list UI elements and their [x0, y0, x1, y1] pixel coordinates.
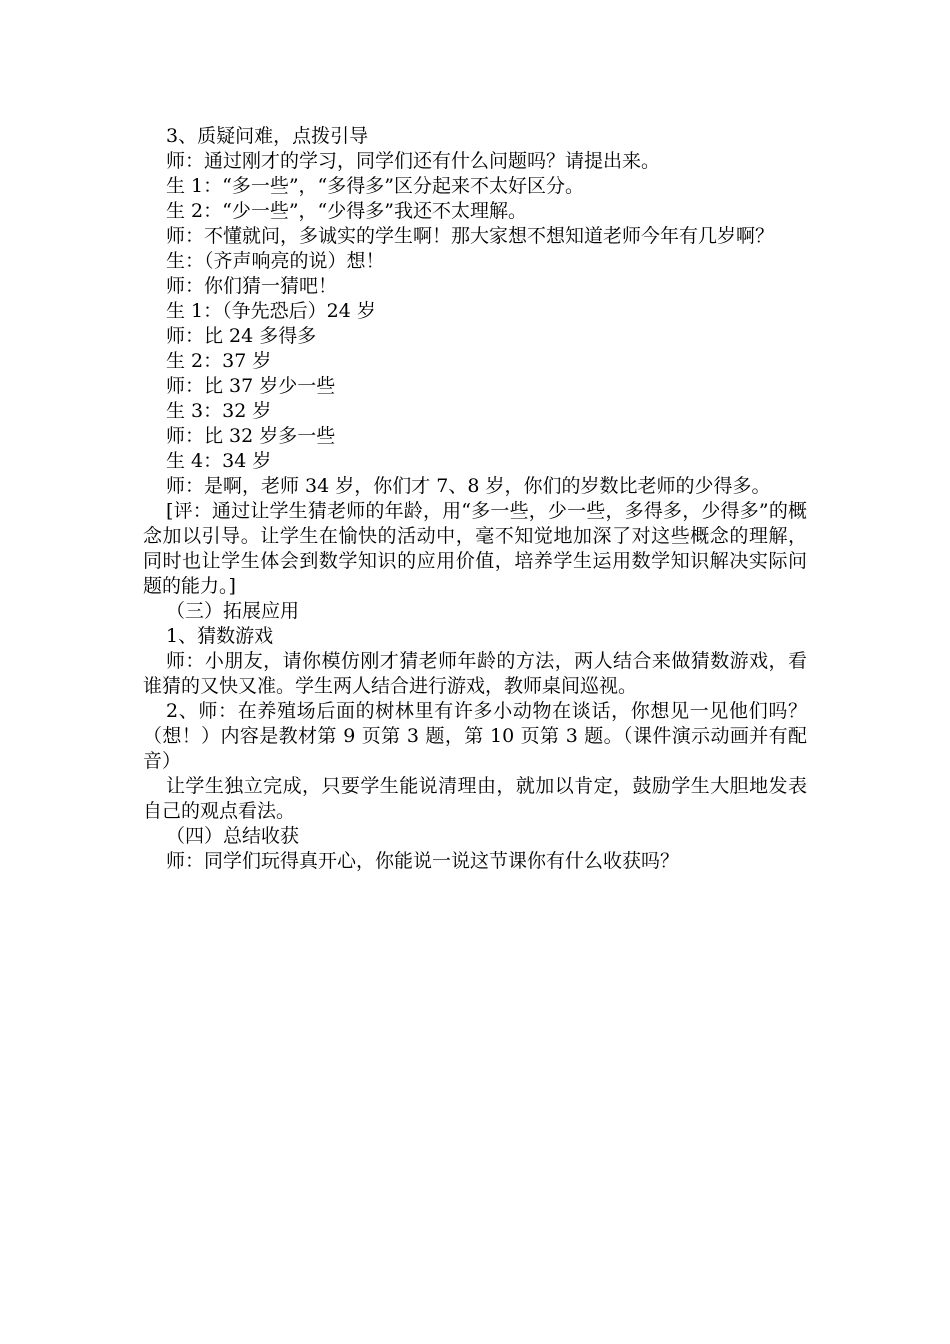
- dialogue-line: 师：不懂就问，多诚实的学生啊！那大家想不想知道老师今年有几岁啊？: [166, 225, 775, 247]
- dialogue-line: 师：比 24 多得多: [166, 325, 317, 347]
- dialogue-line: 生 2：“少一些”，“少得多”我还不太理解。: [166, 200, 527, 222]
- body-paragraph: 让学生独立完成，只要学生能说清理由，就加以肯定，鼓励学生大胆地发表自己的观点看法。: [143, 775, 807, 822]
- dialogue-line: 生 1：（争先恐后）24 岁: [166, 300, 376, 322]
- section-heading-summary: （四）总结收获: [166, 825, 300, 847]
- dialogue-line: 师：同学们玩得真开心，你能说一说这节课你有什么收获吗？: [166, 850, 680, 872]
- section-heading-extension: （三）拓展应用: [166, 600, 300, 622]
- dialogue-line: 生 2：37 岁: [166, 350, 272, 372]
- dialogue-line: 生 3：32 岁: [166, 400, 272, 422]
- heading-question-guide: 3、质疑问难，点拨引导: [166, 125, 369, 147]
- dialogue-line: 生：（齐声响亮的说）想！: [166, 250, 385, 272]
- dialogue-line: 2、师：在养殖场后面的树林里有许多小动物在谈话，你想见一见他们吗？（想！）内容是教材第 9 页第 3 题，第 10 页第 3 题。（课件演示动画并有配音）: [143, 700, 807, 772]
- commentary-paragraph: [评：通过让学生猜老师的年龄，用“多一些，少一些，多得多，少得多”的概念加以引导。让学生在愉快的活动中，毫不知觉地加深了对这些概念的理解，同时也让学生体会到数学知识的应用价值，培养学生运用数学知识解决实际问题的能力。]: [143, 500, 807, 597]
- dialogue-line: 师：通过刚才的学习，同学们还有什么问题吗？请提出来。: [166, 150, 661, 172]
- dialogue-line: 师：是啊，老师 34 岁，你们才 7、8 岁，你们的岁数比老师的少得多。: [166, 475, 771, 497]
- dialogue-line: 生 4：34 岁: [166, 450, 272, 472]
- dialogue-line: 师：比 32 岁多一些: [166, 425, 336, 447]
- dialogue-line: 师：小朋友，请你模仿刚才猜老师年龄的方法，两人结合来做猜数游戏，看谁猜的又快又准。学生两人结合进行游戏，教师桌间巡视。: [143, 650, 807, 697]
- dialogue-line: 师：你们猜一猜吧！: [166, 275, 338, 297]
- dialogue-line: 师：比 37 岁少一些: [166, 375, 336, 397]
- document-body: [143, 124, 807, 874]
- subheading-guess-game: 1、猜数游戏: [166, 625, 274, 647]
- dialogue-line: 生 1：“多一些”，“多得多”区分起来不太好区分。: [166, 175, 584, 197]
